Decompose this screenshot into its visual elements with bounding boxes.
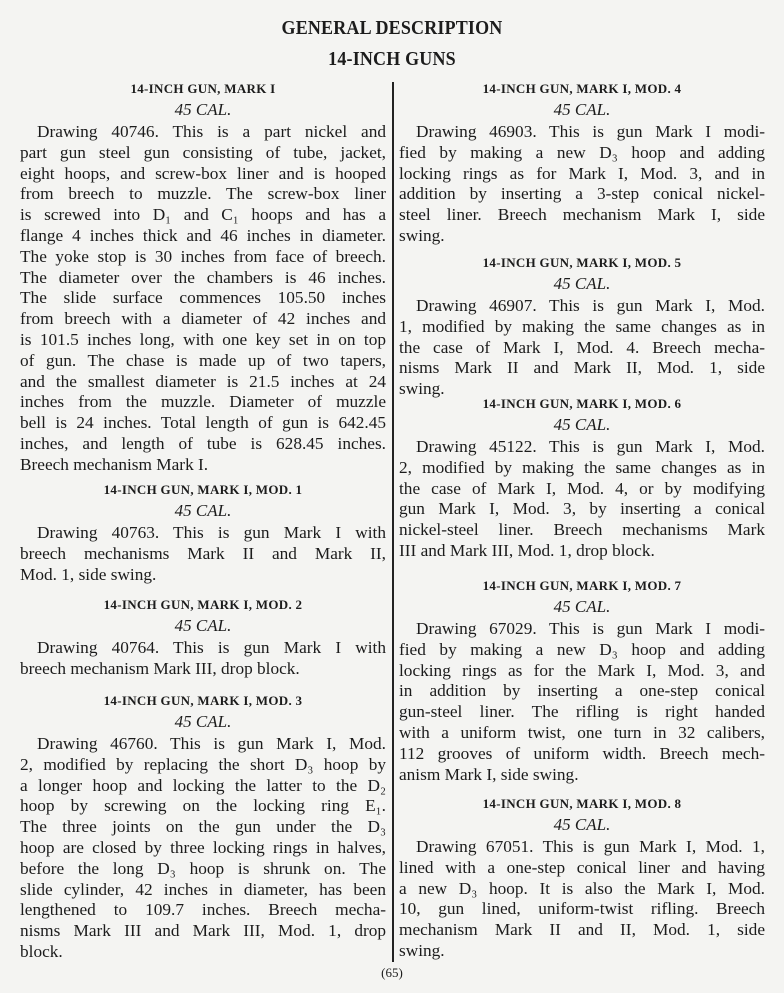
paragraph-line: the case of Mark I, Mod. 4. Breech mecha-	[399, 337, 765, 357]
section-heading: 14-INCH GUN, MARK I, MOD. 6	[482, 396, 682, 411]
paragraph-line: with a uniform twist, one turn in 32 calibers,	[399, 722, 765, 742]
paragraph-line: is screwed into D₁ and C₁ hoops and has a	[20, 205, 386, 225]
section-mark-i-mod-1	[20, 479, 386, 585]
paragraph-line: Breech mechanism Mark I.	[20, 454, 209, 474]
paragraph-line: Drawing 40764. This is gun Mark I with	[37, 638, 386, 657]
page-title: GENERAL DESCRIPTION	[281, 17, 503, 39]
section-heading: 14-INCH GUN, MARK I, MOD. 3	[103, 693, 303, 708]
paragraph-line: Drawing 40746. This is a part nickel and	[37, 122, 386, 141]
column-divider	[392, 82, 394, 962]
section-heading: 14-INCH GUN, MARK I, MOD. 2	[103, 597, 303, 612]
paragraph-line: swing.	[399, 379, 445, 399]
paragraph-line: from breech with a diameter of 42 inches and	[20, 309, 386, 329]
caliber-label: 45 CAL.	[553, 415, 611, 434]
paragraph-line: Mod. 1, side swing.	[20, 564, 157, 584]
paragraph-line: 112 grooves of uniform width. Breech mech-	[399, 743, 765, 763]
section-mark-i-mod-3	[20, 690, 386, 963]
paragraph-line: Drawing 67029. This is gun Mark I modi-	[416, 619, 765, 638]
paragraph-line: eight hoops, and screw-box liner and is hooped	[20, 163, 386, 183]
paragraph-line: in addition by inserting a one-step conical	[399, 681, 765, 701]
paragraph-line: swing.	[399, 225, 445, 245]
paragraph-line: mechanism Mark II and II, Mod. 1, side	[399, 920, 765, 940]
section-heading: 14-INCH GUN, MARK I	[130, 81, 276, 96]
paragraph-line: of gun. The chase is made up of two tapers,	[20, 350, 386, 370]
section-heading: 14-INCH GUN, MARK I, MOD. 8	[482, 796, 682, 811]
caliber-label: 45 CAL.	[174, 712, 232, 731]
section-mark-i-mod-2	[20, 594, 386, 680]
paragraph-line: steel liner. Breech mechanism Mark I, side	[399, 205, 765, 225]
section-mark-i-mod-7	[399, 575, 765, 785]
paragraph-line: Drawing 46903. This is gun Mark I modi-	[416, 122, 765, 141]
paragraph-line: lined with a one-step conical liner and having	[399, 857, 765, 877]
page-number: (65)	[381, 965, 403, 980]
paragraph-line: The slide surface commences 105.50 inches	[20, 288, 386, 308]
paragraph-line: Drawing 46907. This is gun Mark I, Mod.	[416, 296, 765, 315]
section-heading: 14-INCH GUN, MARK I, MOD. 7	[482, 578, 682, 593]
paragraph-line: The three joints on the gun under the D₃	[20, 817, 386, 837]
paragraph-line: nisms Mark II and Mark II, Mod. 1, side	[399, 358, 765, 378]
paragraph-line: and the smallest diameter is 21.5 inches at 24	[20, 371, 386, 391]
section-heading: 14-INCH GUN, MARK I, MOD. 1	[103, 482, 303, 497]
paragraph-line: swing.	[399, 940, 445, 960]
paragraph-line: The yoke stop is 30 inches from face of breech.	[20, 246, 386, 266]
paragraph-line: before the long D₃ hoop is shrunk on. The	[20, 858, 386, 878]
paragraph-line: gun Mark I, Mod. 3, by inserting a conical	[399, 499, 765, 519]
paragraph-line: 2, modified by replacing the short D₃ hoop by	[20, 754, 386, 774]
paragraph-line: locking rings as for Mark I, Mod. 3, and in	[399, 163, 765, 183]
paragraph-line: flange 4 inches thick and 46 inches in diameter.	[20, 225, 386, 245]
page-subtitle: 14-INCH GUNS	[328, 48, 456, 70]
paragraph-line: III and Mark III, Mod. 1, drop block.	[399, 540, 655, 560]
paragraph-line: 2, modified by making the same changes as in	[399, 457, 765, 477]
section-mark-i-mod-8	[399, 793, 765, 962]
paragraph-line: lengthened to 109.7 inches. Breech mecha-	[20, 900, 386, 920]
paragraph-line: the case of Mark I, Mod. 4, or by modifying	[399, 478, 765, 498]
paragraph-line: The diameter over the chambers is 46 inches.	[20, 267, 386, 287]
caliber-label: 45 CAL.	[174, 616, 232, 635]
paragraph-line: Drawing 46760. This is gun Mark I, Mod.	[37, 734, 386, 753]
paragraph-line: slide cylinder, 42 inches in diameter, has been	[20, 879, 386, 899]
paragraph-line: anism Mark I, side swing.	[399, 764, 579, 784]
paragraph-line: breech mechanisms Mark II and Mark II,	[20, 543, 386, 563]
section-heading: 14-INCH GUN, MARK I, MOD. 4	[482, 81, 682, 96]
section-mark-i-mod-6	[399, 393, 765, 562]
caliber-label: 45 CAL.	[553, 100, 611, 119]
paragraph-line: nickel-steel liner. Breech mechanisms Mark	[399, 520, 765, 540]
caliber-label: 45 CAL.	[174, 501, 232, 520]
paragraph-line: addition by inserting a 3-step conical nickel-	[399, 184, 765, 204]
section-mark-i-mod-5	[399, 252, 765, 400]
paragraph-line: 10, gun lined, uniform-twist rifling. Breech	[399, 899, 765, 919]
paragraph-line: gun-steel liner. The rifling is right handed	[399, 702, 765, 722]
paragraph-line: inches, and length of tube is 628.45 inches.	[20, 433, 386, 453]
paragraph-line: block.	[20, 941, 63, 961]
paragraph-line: a longer hoop and locking the latter to the D₂	[20, 775, 386, 795]
paragraph-line: nisms Mark III and Mark III, Mod. 1, drop	[20, 921, 386, 941]
paragraph-line: hoop by screwing on the locking ring E₁.	[20, 796, 386, 816]
caliber-label: 45 CAL.	[553, 274, 611, 293]
caliber-label: 45 CAL.	[174, 100, 232, 119]
paragraph-line: part gun steel gun consisting of tube, jacket,	[20, 142, 386, 162]
paragraph-line: fied by making a new D₃ hoop and adding	[399, 142, 765, 162]
paragraph-line: inches from the muzzle. Diameter of muzzle	[20, 392, 386, 412]
paragraph-line: is 101.5 inches long, with one key set in on top	[20, 329, 386, 349]
caliber-label: 45 CAL.	[553, 597, 611, 616]
section-heading: 14-INCH GUN, MARK I, MOD. 5	[482, 255, 682, 270]
paragraph-line: a new D₃ hoop. It is also the Mark I, Mod.	[399, 878, 765, 898]
paragraph-line: hoop are closed by three locking rings in halves,	[20, 837, 386, 857]
caliber-label: 45 CAL.	[553, 815, 611, 834]
paragraph-line: from breech to muzzle. The screw-box liner	[20, 184, 386, 204]
paragraph-line: bell is 24 inches. Total length of gun is 642.45	[20, 413, 386, 433]
paragraph-line: fied by making a new D₃ hoop and adding	[399, 639, 765, 659]
section-mark-i-mod-4	[399, 78, 765, 247]
paragraph-line: locking rings as for the Mark I, Mod. 3, and	[399, 660, 765, 680]
paragraph-line: Drawing 45122. This is gun Mark I, Mod.	[416, 437, 765, 456]
paragraph-line: Drawing 40763. This is gun Mark I with	[37, 523, 386, 542]
section-mark-i	[20, 78, 386, 476]
paragraph-line: Drawing 67051. This is gun Mark I, Mod. 1,	[416, 837, 765, 856]
paragraph-line: 1, modified by making the same changes as in	[399, 316, 765, 336]
paragraph-line: breech mechanism Mark III, drop block.	[20, 658, 300, 678]
